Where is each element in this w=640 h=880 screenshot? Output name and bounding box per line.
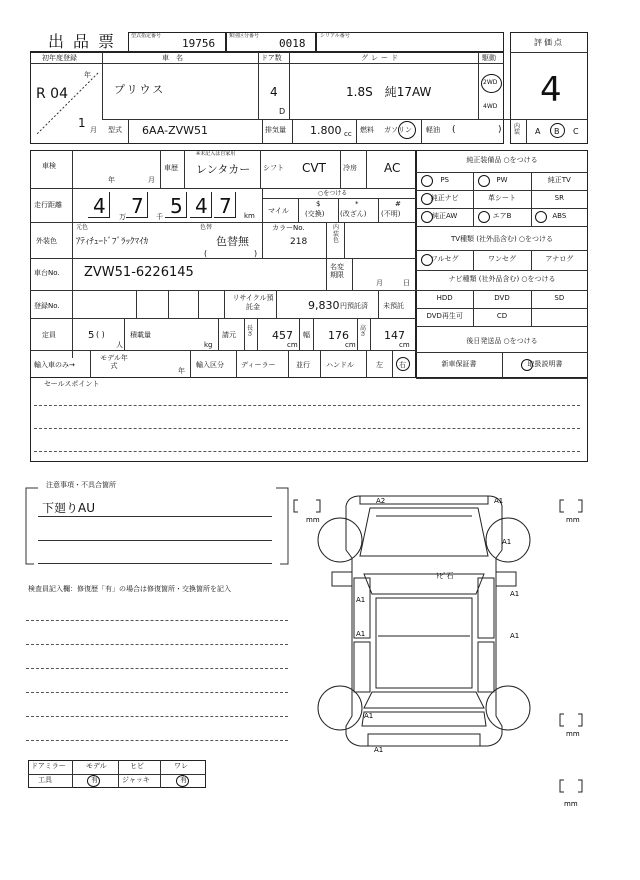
equipment-row-line <box>416 190 588 191</box>
interior-c: C <box>573 127 579 136</box>
original-color-label: 元色 <box>76 224 89 231</box>
equipment-item: SR <box>554 194 564 202</box>
equipment-row-line <box>416 226 588 227</box>
equipment-row-line <box>416 208 588 209</box>
color-change-label: 色替 <box>200 224 213 231</box>
doors-value: 4 <box>270 85 278 99</box>
height-value: 147 <box>384 329 405 342</box>
handle-label: ハンドル <box>326 361 354 369</box>
mirror-model: モデル <box>86 762 107 770</box>
damage-a1-left-door: A1 <box>356 630 366 638</box>
type-no-value: 19756 <box>182 37 216 50</box>
chassis-label: 車台No. <box>34 269 60 277</box>
equipment-item: ABS <box>552 212 567 220</box>
handle-left: 左 <box>376 361 383 369</box>
fuel-gasoline-circle <box>398 121 416 139</box>
equipment-item: フルセグ <box>430 255 459 263</box>
grade-score-label: 評価点 <box>534 38 564 47</box>
grade-label: グレード <box>361 54 401 62</box>
recycle-unit: 円預託済 <box>340 302 368 310</box>
capacity-label: 定員 <box>42 331 56 339</box>
tire-spare-unit: mm <box>564 800 578 808</box>
mileage-man: 万 <box>119 213 126 221</box>
grade-score-value: 4 <box>540 70 562 110</box>
equipment-row-line <box>416 172 588 173</box>
interior-label: 内装 <box>514 123 521 136</box>
recycle-amount: 9,830 <box>308 299 340 312</box>
equipment-item: アナログ <box>545 255 574 263</box>
equipment-item: 純正ナビ <box>430 194 459 202</box>
shaken-year-mark: 年 <box>108 176 115 184</box>
equipment-row-line <box>416 308 588 309</box>
damage-a1-right-door: A1 <box>510 632 520 640</box>
recycle-label: リサイクル預託金 <box>232 294 274 312</box>
equipment-section-title: TV種類 (社外品含む) ○をつける <box>450 235 554 243</box>
tire-fl-unit: mm <box>306 516 320 524</box>
tire-fr-unit: mm <box>566 516 580 524</box>
inspector-label: 検査員記入欄：修復歴「有」の場合は修復箇所・交換箇所を記入 <box>28 585 231 593</box>
equipment-item: PW <box>496 176 508 184</box>
parallel-label: 並行 <box>296 361 310 369</box>
equipment-circle-mark <box>478 175 490 187</box>
tool-label: 工具 <box>38 776 52 784</box>
car-name-label: 車 名 <box>162 54 183 62</box>
equipment-item: 新車保証書 <box>441 360 477 368</box>
history-note: ※未記入は自家用 <box>196 151 236 157</box>
mileage-label: 走行距離 <box>34 201 62 209</box>
capacity-value: 5 <box>88 330 95 341</box>
handle-right: 右 <box>399 361 406 369</box>
drive-label: 駆動 <box>482 54 496 62</box>
star-mark: * <box>355 200 359 208</box>
equipment-item: 純正TV <box>547 176 571 184</box>
history-label: 車歴 <box>164 164 178 172</box>
dealer-label: ディーラー <box>241 361 276 369</box>
height-cm: cm <box>399 341 410 349</box>
color-no-label: カラーNo. <box>272 224 305 232</box>
caution-label: 注意事項・不具合箇所 <box>46 481 116 489</box>
width-cm: cm <box>345 341 356 349</box>
mileage-digit: 7 <box>131 194 144 218</box>
height-label: 高さ <box>360 325 367 338</box>
first-reg-month: 1 <box>78 116 86 130</box>
dollar-mark: $ <box>316 200 321 208</box>
equipment-row-line <box>416 326 588 327</box>
jack-have-circle <box>176 775 189 787</box>
displacement-value: 1.800 <box>310 124 342 137</box>
mileage-digit: 4 <box>93 194 106 218</box>
name-change-month: 月 <box>376 279 383 287</box>
equipment-circle-mark <box>478 211 490 223</box>
year-mark: 年 <box>84 71 91 79</box>
width-label: 幅 <box>303 331 310 339</box>
drive-2wd: 2WD <box>483 79 498 86</box>
model-value: 6AA-ZVW51 <box>142 124 209 137</box>
length-label: 長さ <box>247 325 254 338</box>
capacity-person: 人 <box>116 341 123 349</box>
model-year-mark: 年 <box>178 367 185 375</box>
equipment-section-title: 後日発送品 ○をつける <box>466 337 538 345</box>
mileage-digit: 4 <box>195 194 208 218</box>
load-label: 積載量 <box>130 331 151 339</box>
equipment-item: エアB <box>492 212 512 220</box>
color-change-value: 色替無 <box>216 235 249 248</box>
color-paren-open: ( <box>204 249 208 258</box>
equipment-row-line <box>416 250 588 251</box>
jack-label: ジャッキ <box>122 776 150 784</box>
grade-value: 1.8S 純17AW <box>346 85 432 99</box>
type-no-label: 型式指定番号 <box>131 33 162 39</box>
width-value: 176 <box>328 329 349 342</box>
unknown-label: (不明) <box>381 210 401 218</box>
equipment-item: DVD再生可 <box>426 312 463 320</box>
damage-a1-left-rear: A1 <box>364 712 374 720</box>
caution-text: 下廻りAU <box>42 501 95 515</box>
equipment-circle-mark <box>521 359 533 371</box>
class-no-label: 類別区分番号 <box>229 33 260 39</box>
circle-note: ○をつける <box>318 190 348 197</box>
chassis-no: ZVW51-6226145 <box>84 265 194 280</box>
exchange-label: (交換) <box>305 210 325 218</box>
recycle-unpaid: 未預託 <box>383 302 404 310</box>
diesel-paren-close: ) <box>498 125 502 135</box>
mirror-break: ワレ <box>174 762 188 770</box>
serial-label: シリアル番号 <box>320 33 350 39</box>
shift-label: シフト <box>263 164 284 172</box>
caution-bracket <box>24 482 290 570</box>
shaken-label: 車検 <box>42 162 56 170</box>
color-no-value: 218 <box>290 237 308 247</box>
interior-b: B <box>554 127 560 136</box>
equipment-circle-mark <box>421 193 433 205</box>
damage-a1-right-upper: A1 <box>502 538 512 546</box>
model-label: 型式 <box>108 126 122 134</box>
interior-b-circle <box>550 123 565 138</box>
shaken-month-mark: 月 <box>148 176 155 184</box>
damage-a2-front: A2 <box>376 497 386 505</box>
equipment-row-line <box>416 270 588 271</box>
first-reg-label: 初年度登録 <box>42 54 77 62</box>
equipment-item: 取扱説明書 <box>527 360 563 368</box>
equipment-item: HDD <box>436 294 453 302</box>
equipment-section-title: 純正装備品 ○をつける <box>466 156 538 164</box>
original-color: ｱﾃｨﾁｭｰﾄﾞﾌﾞﾗｯｸﾏｲｶ <box>76 237 149 247</box>
era-year: R 04 <box>36 86 68 102</box>
ac-label: 冷房 <box>343 164 357 172</box>
ac-value: AC <box>384 161 401 175</box>
car-damage-diagram <box>288 486 588 816</box>
equipment-item: 革シート <box>487 194 516 202</box>
load-kg: kg <box>204 341 213 349</box>
mirror-label: ドアミラー <box>31 762 66 770</box>
equipment-item: CD <box>496 312 508 320</box>
damage-bonnet-note: ﾄﾋﾞ石 <box>436 572 454 580</box>
car-name-value: プリウス <box>114 83 166 96</box>
equipment-cell-divider <box>531 308 532 326</box>
door-type: D <box>279 107 286 116</box>
page-title: 出品票 <box>48 32 124 51</box>
doors-label: ドア数 <box>261 54 282 62</box>
hash-mark: # <box>395 200 401 208</box>
color-label: 外装色 <box>36 237 57 245</box>
sales-point-box <box>30 378 588 462</box>
name-change-label: 名変期限 <box>330 263 344 280</box>
color-paren-close: ) <box>254 249 258 258</box>
mile-label: マイル <box>268 207 289 215</box>
model-year-label: モデル年式 <box>100 354 128 371</box>
spec-grid <box>30 150 416 378</box>
month-mark: 月 <box>90 126 97 134</box>
jack-have: 有 <box>180 776 187 784</box>
mileage-km: km <box>244 212 255 220</box>
equipment-item: 純正AW <box>432 212 458 220</box>
cc-unit: cc <box>344 130 352 138</box>
equipment-item: PS <box>440 176 449 184</box>
length-value: 457 <box>272 329 293 342</box>
tool-have: 有 <box>91 776 98 784</box>
length-cm: cm <box>287 341 298 349</box>
mileage-sen: 千 <box>156 213 163 221</box>
displacement-label: 排気量 <box>265 126 286 134</box>
interior-color-label: 内装色 <box>333 224 340 245</box>
import-label: 輸入車のみ→ <box>34 361 75 369</box>
mileage-digit: 7 <box>219 194 232 218</box>
equipment-row-line <box>416 290 588 291</box>
mileage-digit: 5 <box>170 194 183 218</box>
sales-point-label: セールスポイント <box>44 380 100 388</box>
reg-no-label: 登録No. <box>34 302 60 310</box>
name-change-day: 日 <box>403 279 410 287</box>
damage-a1-right-mid: A1 <box>510 590 520 598</box>
damage-a1-rear: A1 <box>374 746 384 754</box>
handle-right-circle <box>396 357 410 371</box>
equipment-item: SD <box>554 294 565 302</box>
drive-4wd: 4WD <box>483 103 498 110</box>
seller-label: 請元 <box>222 331 236 339</box>
interior-a: A <box>535 127 541 136</box>
equipment-item: ワンセグ <box>487 255 516 263</box>
equipment-row-line <box>416 378 588 379</box>
fuel-label: 燃料 <box>360 126 374 134</box>
fuel-gasoline: ガソリン <box>384 126 412 134</box>
tool-have-circle <box>87 775 100 787</box>
equipment-item: DVD <box>494 294 510 302</box>
diesel-label: 軽油 <box>426 126 440 134</box>
class-no-value: 0018 <box>279 37 306 50</box>
capacity-paren: ( ) <box>96 330 105 339</box>
shift-value: CVT <box>302 161 326 175</box>
diesel-paren-open: ( <box>452 125 456 135</box>
history-value: レンタカー <box>196 163 251 176</box>
equipment-circle-mark <box>421 211 433 223</box>
equipment-section-title: ナビ種類 (社外品含む) ○をつける <box>448 275 556 283</box>
mirror-crack: ヒビ <box>130 762 144 770</box>
equipment-circle-mark <box>421 254 433 266</box>
damage-a1-left-mid: A1 <box>356 596 366 604</box>
altered-label: (改ざん) <box>340 210 367 218</box>
tire-rr-unit: mm <box>566 730 580 738</box>
equipment-circle-mark <box>421 175 433 187</box>
import-class-label: 輸入区分 <box>196 361 224 369</box>
damage-a1-front: A1 <box>494 497 504 505</box>
